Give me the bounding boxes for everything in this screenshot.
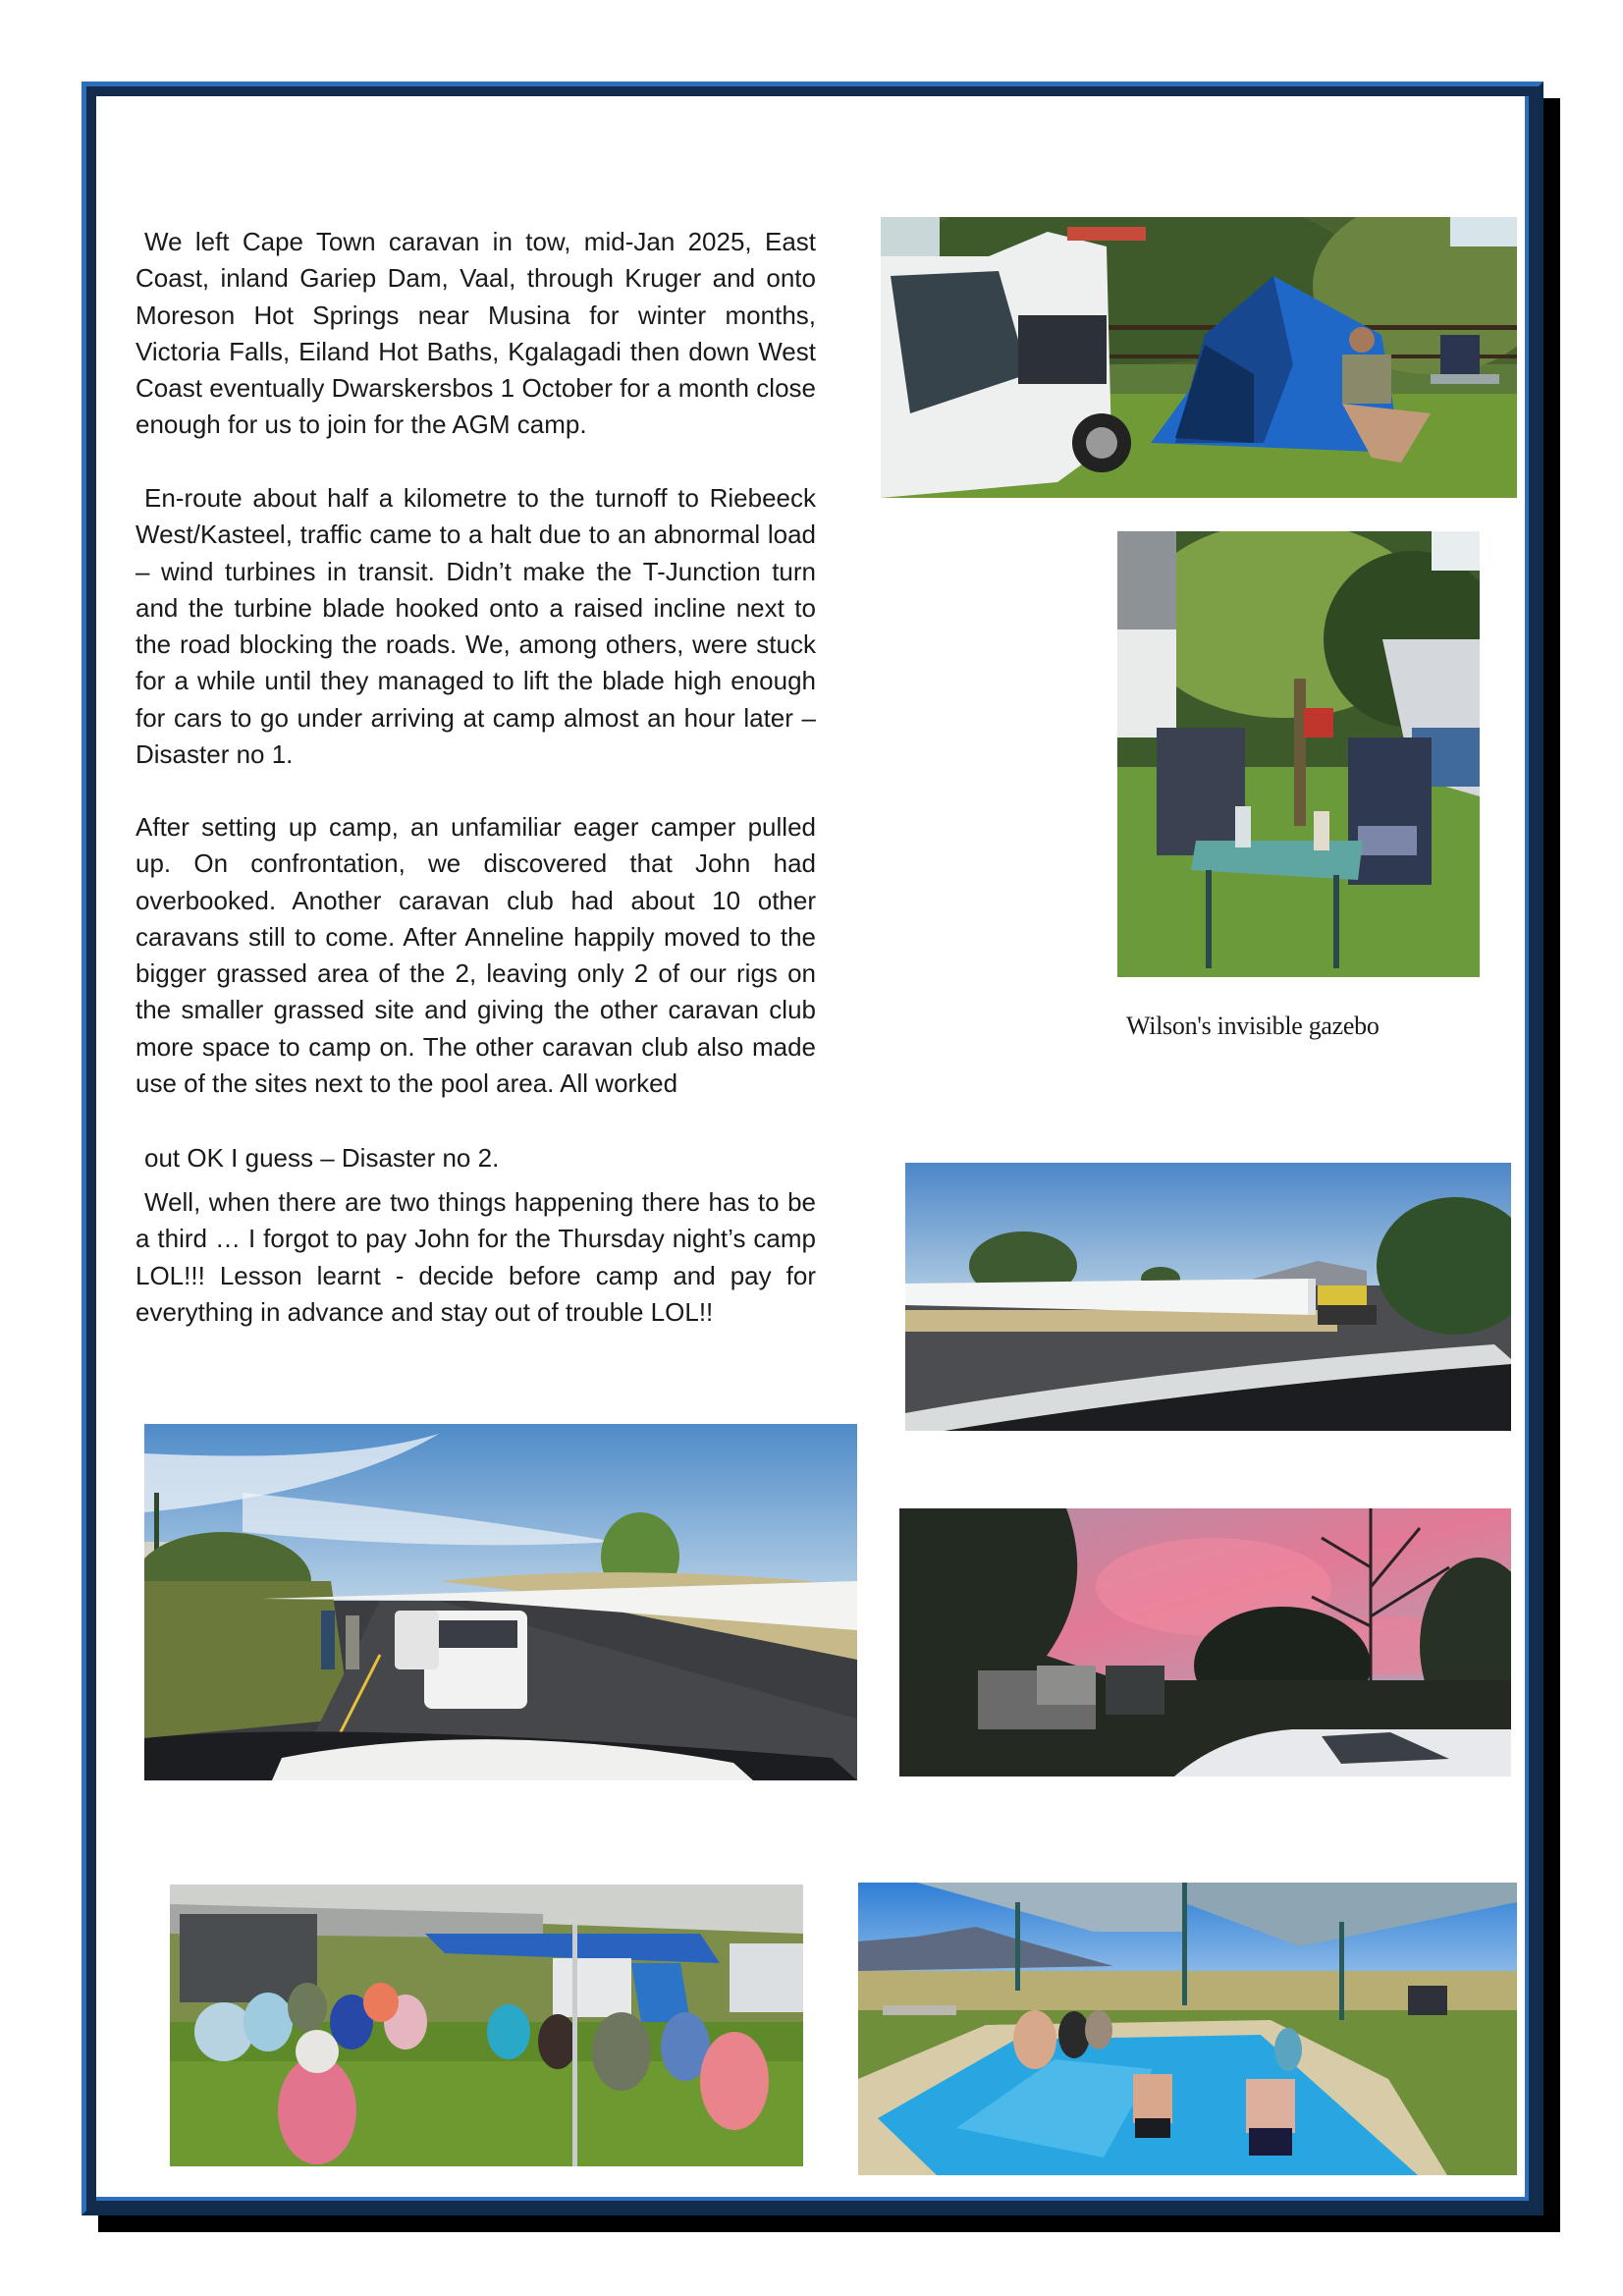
photo-turbine-blade — [905, 1163, 1511, 1431]
pool-photo-image — [858, 1883, 1517, 2175]
paragraph-text: out OK I guess – Disaster no 2. — [144, 1143, 500, 1173]
turbine-photo-image — [905, 1163, 1511, 1431]
photo-swimming-pool — [858, 1883, 1517, 2175]
article-paragraph-3-continued — [135, 1140, 816, 1176]
tent-photo-image — [881, 217, 1517, 498]
road-photo-image — [144, 1424, 857, 1780]
article-paragraph-4 — [135, 1184, 816, 1331]
article-paragraph-1 — [135, 224, 816, 444]
paragraph-text: Well, when there are two things happening there has to be a third … I forgot to pay John for the Thursday night’s camp LOL!!! Lesson learnt - decide before camp and pay for everything in advance and stay out of trouble LOL!! — [135, 1187, 816, 1327]
sunset-photo-image — [899, 1508, 1511, 1777]
gazebo-photo-image — [1117, 531, 1480, 977]
paragraph-text: After setting up camp, an unfamiliar eager camper pulled up. On confrontation, we discovered that John had overbooked. Another caravan club had about 10 other caravans still to come. After Anneline happily moved to the bigger grassed area of the 2, leaving only 2 of our rigs on the smaller grassed site and giving the other caravan club more space to camp on. The other caravan club also made use of the sites next to the pool area. All worked — [135, 812, 816, 1099]
photo-gazebo-chairs — [1117, 531, 1480, 977]
article-paragraph-3 — [135, 809, 816, 1102]
photo-road-queue — [144, 1424, 857, 1780]
article-paragraph-2 — [135, 480, 816, 773]
photo-group-gathering — [170, 1885, 803, 2166]
photo-caption-gazebo: Wilson's invisible gazebo — [1126, 1011, 1380, 1040]
paragraph-text: En-route about half a kilometre to the turnoff to Riebeeck West/Kasteel, traffic came to a halt due to an abnormal load – wind turbines in transit. Didn’t make the T-Junction turn and the turbine blade hooked onto a raised incline next to the road blocking the roads. We, among others, were stuck for a while until they managed to lift the blade high enough for cars to go under arriving at camp almost an hour later – Disaster no 1. — [135, 483, 816, 770]
group-photo-image — [170, 1885, 803, 2166]
photo-tent-camp — [881, 217, 1517, 498]
photo-pink-sunset — [899, 1508, 1511, 1777]
paragraph-text: We left Cape Town caravan in tow, mid-Jan 2025, East Coast, inland Gariep Dam, Vaal, through Kruger and onto Moreson Hot Springs near Musina for winter months, Victoria Falls, Eiland Hot Baths, Kgalagadi then down West Coast eventually Dwarskersbos 1 October for a month close enough for us to join for the AGM camp. — [135, 227, 816, 440]
